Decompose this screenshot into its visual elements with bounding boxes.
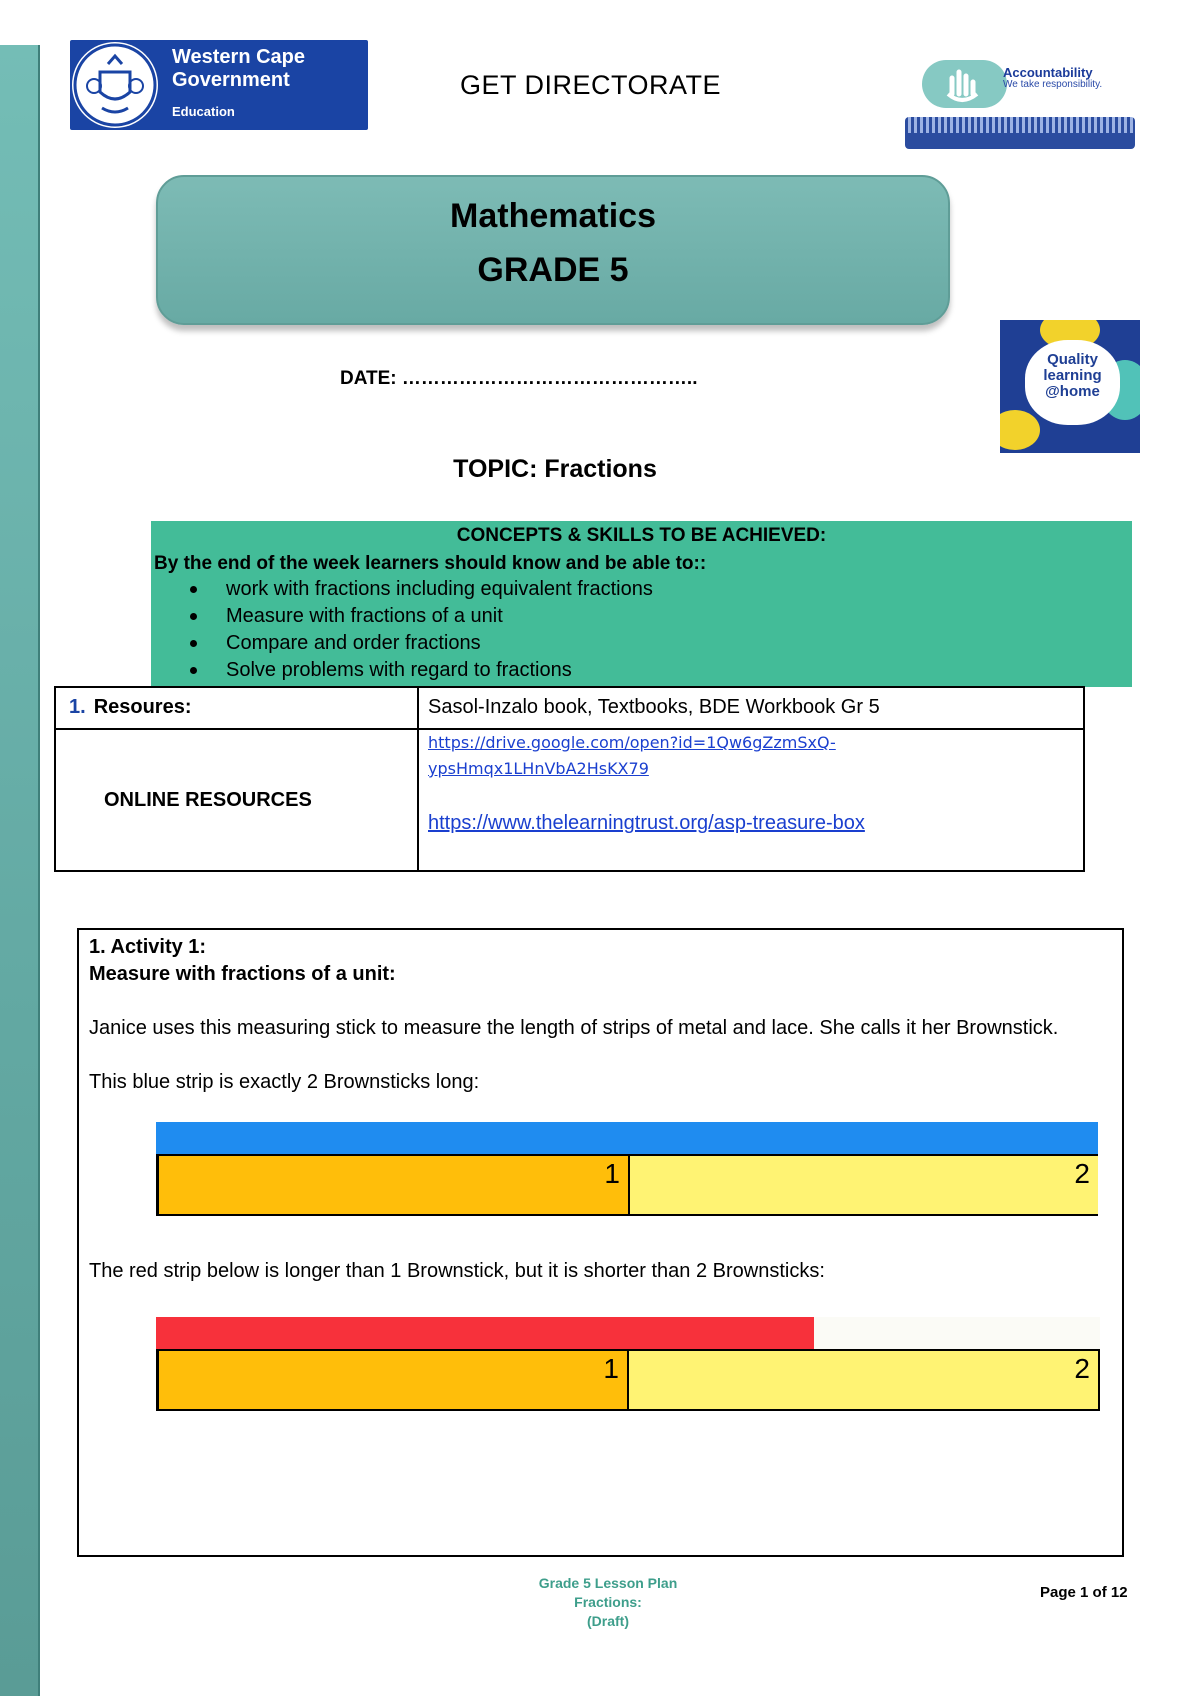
page-number: Page 1 of 12 [1040,1584,1128,1601]
subject-title: Mathematics [450,197,656,235]
grade-title: GRADE 5 [477,251,629,289]
segment-label: 1 [604,1158,620,1189]
concepts-intro: By the end of the week learners should know and be able to:: [154,553,707,574]
red-strip [156,1317,814,1349]
activity-paragraph: Janice uses this measuring stick to measure the length of strips of metal and lace. She calls it her Brownstick. [89,1017,1059,1039]
list-item: Measure with fractions of a unit [226,603,653,630]
topic-heading: TOPIC: Fractions [453,455,657,483]
hand-icon [922,60,1007,108]
list-item: work with fractions including equivalent fractions [226,576,653,603]
drive-link[interactable] [428,730,1083,782]
resources-value: Sasol-Inzalo book, Textbooks, BDE Workbook Gr 5 [428,696,880,718]
drive-link-line2[interactable]: ypsHmqx1LHnVbA2HsKX79 [428,759,649,778]
activity-box [77,928,1124,1557]
segment-label: 2 [1074,1158,1090,1189]
activity-paragraph: This blue strip is exactly 2 Brownsticks long: [89,1071,480,1093]
resources-label-cell [55,687,418,729]
list-item: Solve problems with regard to fractions [226,657,653,684]
footer-line: (Draft) [587,1613,629,1629]
activity-subtitle: Measure with fractions of a unit: [89,963,396,985]
decorative-blob [1000,410,1040,450]
brownstick-segment-1 [156,1349,629,1411]
concepts-box [151,521,1132,687]
list-item: Compare and order fractions [226,630,653,657]
accountability-subtitle: We take responsibility. [1003,79,1103,90]
brownstick-segment-2 [629,1349,1100,1411]
activity-title: 1. Activity 1: [89,936,207,958]
resources-value-cell [418,687,1084,729]
date-line: DATE: ……………………………………….. [340,368,698,389]
footer-lesson-info [508,1574,708,1631]
resources-number: 1. [69,696,86,718]
online-resources-label: ONLINE RESOURCES [55,729,418,871]
concepts-list [151,576,653,684]
quality-learning-logo [1000,320,1140,453]
drive-link-line1[interactable]: https://drive.google.com/open?id=1Qw6gZzmSxQ- [428,733,836,752]
western-cape-government-logo [70,40,368,130]
red-strip-background [814,1317,1100,1349]
accountability-strip-base [905,133,1135,149]
segment-label: 2 [1074,1353,1090,1384]
resources-table [54,686,1085,872]
accountability-title: Accountability [1003,65,1093,80]
table-row [55,687,1084,729]
resources-label: Resoures: [93,696,192,718]
treasure-box-link[interactable]: https://www.thelearningtrust.org/asp-treasure-box [428,812,865,834]
table-row [55,729,1084,871]
org-department: Education [172,104,235,119]
footer-line: Grade 5 Lesson Plan [538,1575,678,1591]
online-resources-links-cell [418,729,1084,871]
concepts-heading: CONCEPTS & SKILLS TO BE ACHIEVED: [456,525,827,546]
brownstick-segment-2 [630,1154,1098,1216]
coat-of-arms-icon [72,42,158,128]
activity-paragraph: The red strip below is longer than 1 Brownstick, but it is shorter than 2 Brownsticks: [89,1260,825,1282]
footer-line: Fractions: [574,1594,642,1610]
org-name: Western Cape Government [172,46,306,91]
directorate-heading: GET DIRECTORATE [460,70,722,100]
brownstick-segment-1 [156,1154,630,1216]
blue-strip [156,1122,1098,1154]
title-box [156,175,950,325]
segment-label: 1 [603,1353,619,1384]
left-sidebar-band [0,45,40,1696]
quality-learning-text: Quality learning @home [1043,351,1102,400]
accountability-logo [905,55,1135,150]
